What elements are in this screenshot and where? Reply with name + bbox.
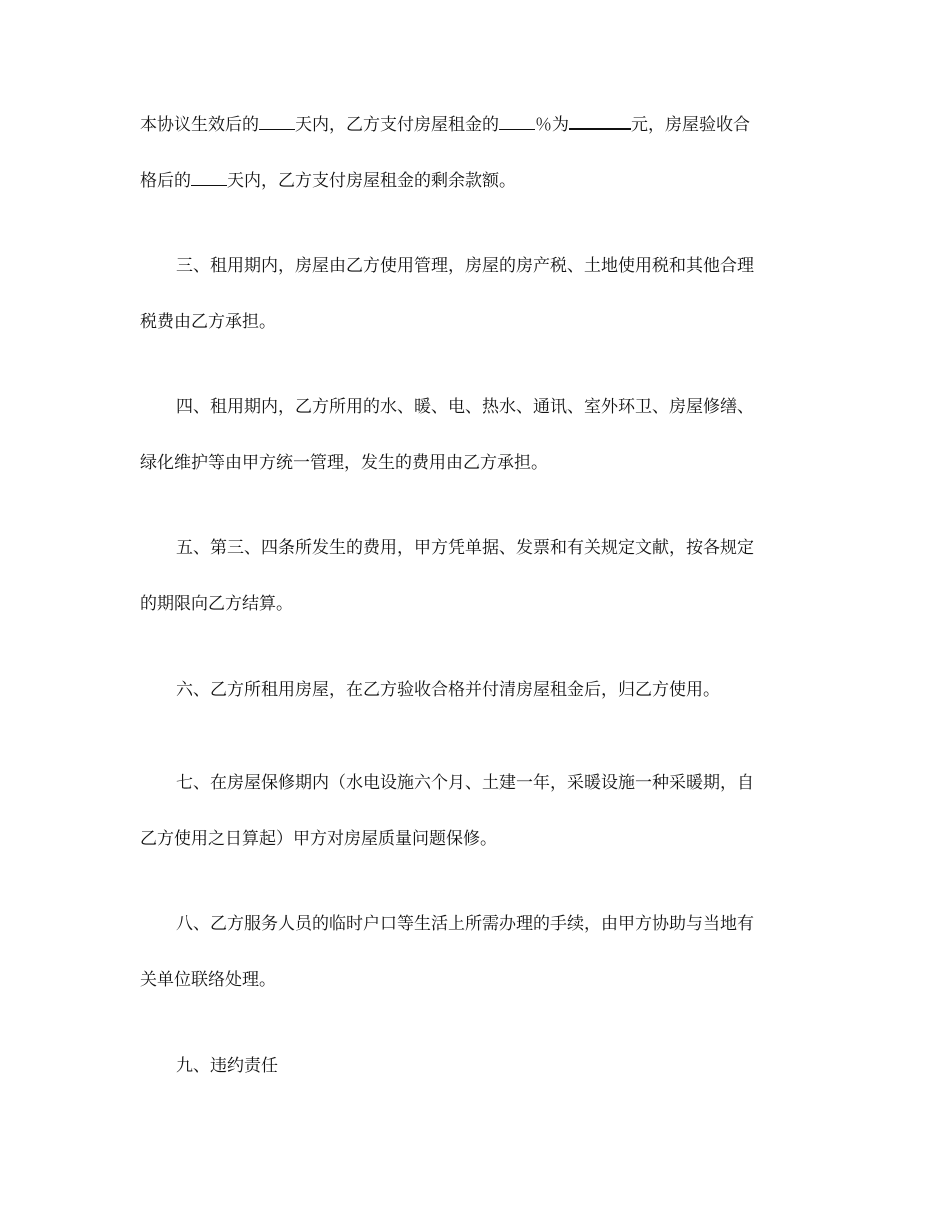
text-fragment: 天内，乙方支付房屋租金的 [295,115,499,135]
clause-8 [140,896,816,1008]
text-fragment: ％为 [535,115,569,135]
paragraph-line: 的期限向乙方结算。 [140,594,293,614]
paragraph-line: 乙方使用之日算起）甲方对房屋质量问题保修。 [140,829,497,849]
paragraph-line: 六、乙方所租用房屋，在乙方验收合格并付清房屋租金后，归乙方使用。 [176,680,720,700]
clause-5 [140,520,816,632]
paragraph-line: 税费由乙方承担。 [140,312,276,332]
clause-3 [140,238,816,350]
fill-blank-percent [499,115,535,130]
text-fragment: 元，房屋验收合 [631,115,750,135]
clause-6 [140,662,816,718]
paragraph-line: 八、乙方服务人员的临时户口等生活上所需办理的手续，由甲方协助与当地有 [176,914,754,934]
paragraph-line: 绿化维护等由甲方统一管理，发生的费用由乙方承担。 [140,453,548,473]
paragraph-line: 七、在房屋保修期内（水电设施六个月、土建一年，采暖设施一种采暖期，自 [176,773,754,793]
text-fragment: 格后的 [140,171,191,191]
paragraph-payment-terms [140,97,816,209]
clause-7 [140,755,816,867]
fill-blank-days [259,115,295,130]
fill-blank-amount [569,114,631,130]
paragraph-line: 关单位联络处理。 [140,970,276,990]
text-fragment: 天内，乙方支付房屋租金的剩余款额。 [227,171,516,191]
paragraph-line [140,153,816,209]
paragraph-line: 三、租用期内，房屋由乙方使用管理，房屋的房产税、土地使用税和其他合理 [176,256,754,276]
text-fragment: 本协议生效后的 [140,115,259,135]
fill-blank-days [191,171,227,186]
clause-4 [140,379,816,491]
paragraph-line: 九、违约责任 [176,1056,278,1076]
paragraph-line: 四、租用期内，乙方所用的水、暖、电、热水、通讯、室外环卫、房屋修缮、 [176,397,754,417]
paragraph-line [140,97,816,153]
clause-9-heading [140,1038,816,1094]
paragraph-line: 五、第三、四条所发生的费用，甲方凭单据、发票和有关规定文献，按各规定 [176,538,754,558]
